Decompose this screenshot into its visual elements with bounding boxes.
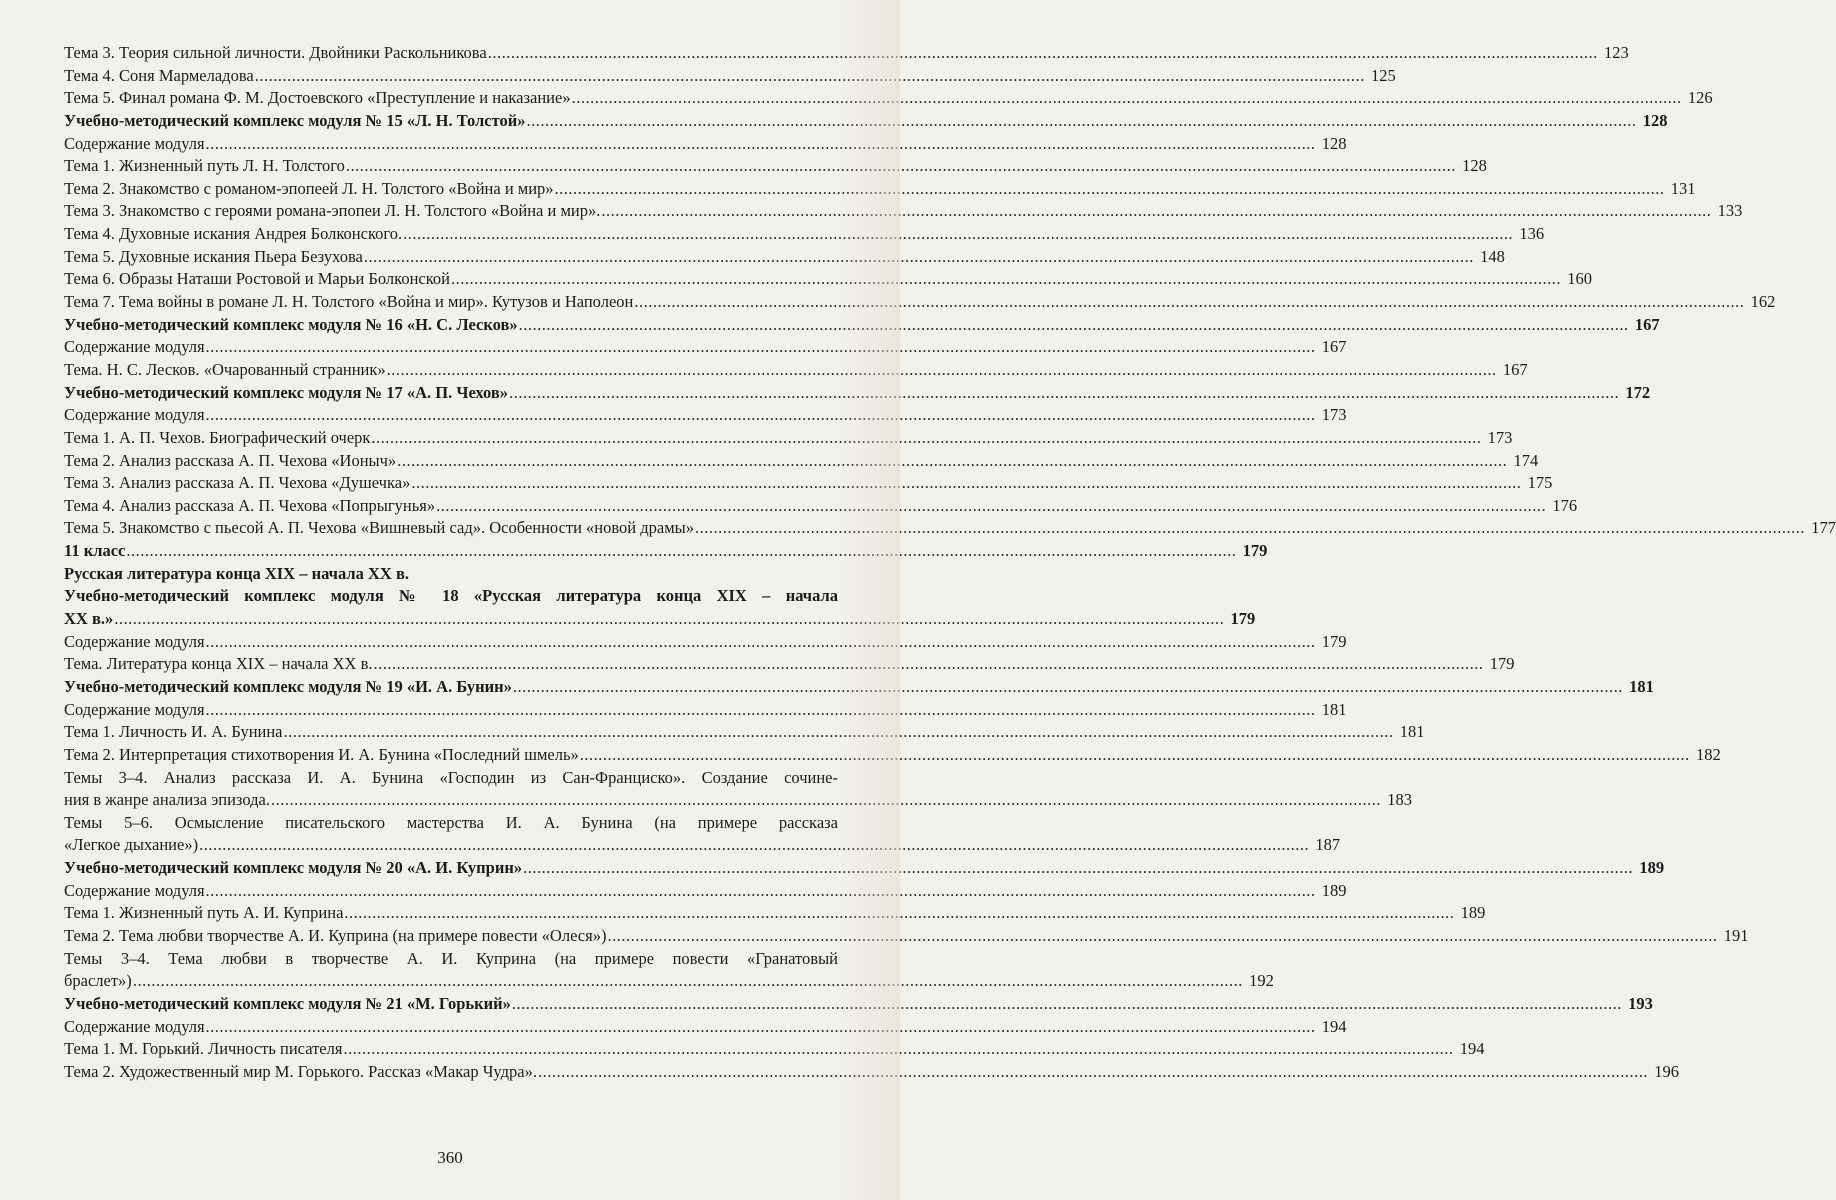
toc-entry-title: Содержание модуля [64,133,205,153]
dot-leader [580,744,1690,767]
toc-entry-page: 183 [1387,790,1412,810]
toc-entry [64,721,1425,744]
toc-entry-title-line1: Учебно-методический комплекс модуля № 18 «Русская литература конца XIX – начала [64,586,838,606]
toc-entry [64,427,1513,450]
toc-entry [64,472,1553,495]
dot-leader [538,1061,1648,1084]
toc-module-entry [64,314,1660,337]
dot-leader [513,676,1623,699]
dot-leader [284,721,1394,744]
toc-entry-title: Содержание модуля [64,1016,205,1036]
toc-module-entry [64,993,1653,1016]
toc-entry-page: 176 [1552,495,1578,515]
dot-leader [488,42,1598,65]
toc-entry [64,1061,1679,1084]
dot-leader [601,200,1711,223]
toc-entry-title: Тема 2. Тема любви творчестве А. И. Куприна (на примере повести «Олеся») [64,925,607,945]
dot-leader [206,133,1316,156]
table-of-contents [64,42,1836,1083]
toc-entry-title: Тема 1. Жизненный путь А. И. Куприна [64,903,344,923]
toc-entry-title: Содержание модуля [64,337,205,357]
toc-entry-title: Тема 2. Художественный мир М. Горького. Рассказ «Макар Чудра». [64,1061,537,1081]
toc-entry-title: Тема 1. М. Горький. Личность писателя [64,1039,343,1059]
dot-leader [555,178,1665,201]
toc-entry-title: XX в.» [64,609,114,629]
toc-module-entry [64,540,1268,563]
toc-entry-page: 128 [1462,156,1487,176]
toc-entry [64,925,1749,948]
dot-leader [526,110,1636,133]
dot-leader [509,382,1619,405]
toc-entry [64,223,1545,246]
toc-entry [64,450,1539,473]
toc-entry-page: 181 [1629,676,1654,696]
dot-leader [397,450,1507,473]
toc-entry-page: 160 [1567,269,1593,289]
toc-entry [64,880,1347,903]
toc-entry-title: Тема 2. Анализ рассказа А. П. Чехова «Ионыч» [64,450,397,470]
toc-entry-page: 177 [1811,518,1836,538]
toc-entry [64,87,1713,110]
toc-entry-page: 179 [1242,541,1268,561]
toc-entry-page: 125 [1370,65,1396,85]
toc-entry-title: Тема 2. Интерпретация стихотворения И. А. Бунина «Последний шмель» [64,744,579,764]
toc-entry-page: 179 [1321,631,1347,651]
toc-entry [64,812,1341,857]
toc-entry [64,744,1721,767]
page-number: 360 [437,1148,463,1167]
toc-module-entry [64,110,1668,133]
toc-entry [64,65,1396,88]
toc-entry-title-line1: Темы 5–6. Осмысление писательского мастерства И. А. Бунина (на примере рассказа [64,812,838,832]
dot-leader [343,1038,1453,1061]
toc-entry [64,1016,1347,1039]
toc-entry [64,42,1629,65]
dot-leader [607,925,1717,948]
toc-entry-page: 174 [1513,450,1539,470]
dot-leader [451,268,1561,291]
toc-entry-title: «Легкое дыхание») [64,835,199,855]
toc-entry-title: Тема 3. Знакомство с героями романа-эпопеи Л. Н. Толстого «Война и мир». [64,201,601,221]
toc-entry-page: 181 [1321,699,1347,719]
toc-entry-title: Тема 3. Анализ рассказа А. П. Чехова «Душечка» [64,473,411,493]
toc-entry-title: Тема 6. Образы Наташи Ростовой и Марьи Болконской [64,269,451,289]
toc-entry-page: 173 [1321,405,1347,425]
toc-entry-page: 179 [1230,609,1256,629]
toc-entry-title: браслет») [64,971,132,991]
toc-module-entry [64,382,1651,405]
toc-entry-page: 162 [1750,292,1776,312]
toc-entry-page: 172 [1625,382,1651,402]
dot-leader [126,540,1236,563]
dot-leader [199,834,1309,857]
toc-entry-title: Учебно-методический комплекс модуля № 19 «И. А. Бунин» [64,676,512,696]
dot-leader [344,902,1454,925]
dot-leader [436,495,1546,518]
toc-entry-title: Тема. Н. С. Лесков. «Очарованный странник» [64,359,386,379]
toc-entry [64,495,1578,518]
toc-entry-page: 128 [1321,133,1347,153]
toc-entry-title-line2 [64,834,1341,857]
toc-module-entry [64,857,1665,880]
toc-entry-page: 191 [1723,925,1749,945]
toc-entry-page: 173 [1487,427,1513,447]
dot-leader [133,970,1243,993]
toc-entry-title: Тема 3. Теория сильной личности. Двойники Раскольникова [64,43,487,62]
dot-leader [206,880,1316,903]
toc-entry-title: Тема 1. Личность И. А. Бунина [64,722,283,742]
toc-entry-page: 187 [1315,835,1341,855]
toc-entry-page: 189 [1639,858,1665,878]
toc-entry [64,902,1486,925]
toc-entry [64,631,1347,654]
toc-entry-title: 11 класс [64,541,126,561]
toc-entry-title: Тема. Литература конца XIX – начала XX в. [64,654,373,674]
toc-entry [64,948,1274,993]
toc-entry-page: 196 [1654,1061,1679,1081]
toc-entry-title-line1: Темы 3–4. Анализ рассказа И. А. Бунина «Господин из Сан-Франциско». Создание сочине- [64,767,838,787]
dot-leader [519,314,1629,337]
toc-entry [64,1038,1485,1061]
toc-entry-page: 181 [1399,722,1425,742]
toc-entry-title: Тема 2. Знакомство с романом-эпопеей Л. Н. Толстого «Война и мир» [64,178,554,198]
toc-entry-page: 193 [1628,993,1653,1013]
dot-leader [634,291,1744,314]
toc-entry-page: 126 [1687,88,1713,108]
toc-entry [64,291,1776,314]
toc-entry-title: Тема 5. Знакомство с пьесой А. П. Чехова «Вишневый сад». Особенности «новой драмы» [64,518,695,538]
toc-entry-page: 136 [1519,224,1545,244]
toc-entry [64,200,1743,223]
dot-leader [374,653,1484,676]
dot-leader [206,699,1316,722]
dot-leader [206,631,1316,654]
toc-entry [64,767,1412,812]
dot-leader [255,65,1365,88]
toc-entry [64,133,1347,156]
toc-entry-title: Содержание модуля [64,405,205,425]
dot-leader [346,155,1456,178]
toc-module-entry [64,676,1654,699]
toc-entry-page: 189 [1321,880,1347,900]
dot-leader [271,789,1381,812]
toc-entry-page: 175 [1527,473,1553,493]
toc-entry-page: 194 [1459,1039,1485,1059]
dot-leader [364,246,1474,269]
toc-entry-page: 131 [1670,178,1696,198]
toc-entry [64,359,1528,382]
toc-entry [64,155,1487,178]
toc-entry-page: 192 [1249,971,1274,991]
toc-section-heading: Русская литература конца XIX – начала XX в. [64,563,410,583]
toc-entry-page: 167 [1634,314,1660,334]
toc-entry [64,404,1347,427]
dot-leader [206,404,1316,427]
toc-entry [64,268,1593,291]
dot-leader [572,87,1682,110]
toc-entry-title: Тема 5. Финал романа Ф. М. Достоевского «Преступление и наказание» [64,88,571,108]
toc-entry-title: Тема 4. Соня Мармеладова [64,65,254,85]
toc-entry-page: 167 [1502,359,1528,379]
dot-leader [512,993,1622,1016]
toc-entry-title: Содержание модуля [64,880,205,900]
toc-entry-page: 133 [1717,201,1743,221]
dot-leader [387,359,1497,382]
toc-entry-title: Учебно-методический комплекс модуля № 16 «Н. С. Лесков» [64,314,518,334]
dot-leader [403,223,1513,246]
toc-entry-page: 182 [1696,744,1721,764]
dot-leader [206,1016,1316,1039]
toc-entry-title: Тема 4. Духовные искания Андрея Болконского. [64,224,403,244]
toc-entry-title: Тема 7. Тема войны в романе Л. Н. Толстого «Война и мир». Кутузов и Наполеон [64,292,634,312]
toc-entry [64,336,1347,359]
toc-entry-title: Тема 1. Жизненный путь Л. Н. Толстого [64,156,345,176]
toc-entry-page: 189 [1460,903,1486,923]
toc-entry-title-line2 [64,789,1412,812]
toc-entry [64,178,1696,201]
dot-leader [206,336,1316,359]
toc-entry-page: 194 [1321,1016,1347,1036]
toc-entry-title: Тема 4. Анализ рассказа А. П. Чехова «Попрыгунья» [64,495,436,515]
toc-entry-page: 179 [1489,654,1515,674]
toc-entry-title-line1: Темы 3–4. Тема любви в творчестве А. И. Куприна (на примере повести «Гранатовый [64,948,838,968]
toc-entry-title: Учебно-методический комплекс модуля № 15 «Л. Н. Толстой» [64,110,526,130]
toc-entry [64,246,1505,269]
toc-entry-title: Учебно-методический комплекс модуля № 21 «М. Горький» [64,993,511,1013]
dot-leader [114,608,1224,631]
toc-entry-title: Содержание модуля [64,631,205,651]
toc-entry-title: Учебно-методический комплекс модуля № 17 «А. П. Чехов» [64,382,509,402]
dot-leader [695,517,1805,540]
toc-entry-title: Содержание модуля [64,699,205,719]
toc-entry-page: 167 [1321,337,1347,357]
dot-leader [371,427,1481,450]
dot-leader [411,472,1521,495]
toc-entry-title: Учебно-методический комплекс модуля № 20 «А. И. Куприн» [64,858,523,878]
toc-entry-title: Тема 1. А. П. Чехов. Биографический очерк [64,427,371,447]
toc-entry-title: Тема 5. Духовные искания Пьера Безухова [64,246,363,266]
toc-entry-title-line2 [64,608,1256,631]
toc-entry [64,653,1515,676]
dot-leader [523,857,1633,880]
toc-entry-title-line2 [64,970,1274,993]
toc-entry-page: 148 [1480,246,1505,266]
toc-entry-title: ния в жанре анализа эпизода. [64,790,270,810]
toc-module-entry [64,585,1256,630]
toc-entry-page: 128 [1642,110,1668,130]
toc-entry-page: 123 [1603,43,1629,62]
toc-entry [64,517,1836,540]
toc-entry [64,699,1347,722]
